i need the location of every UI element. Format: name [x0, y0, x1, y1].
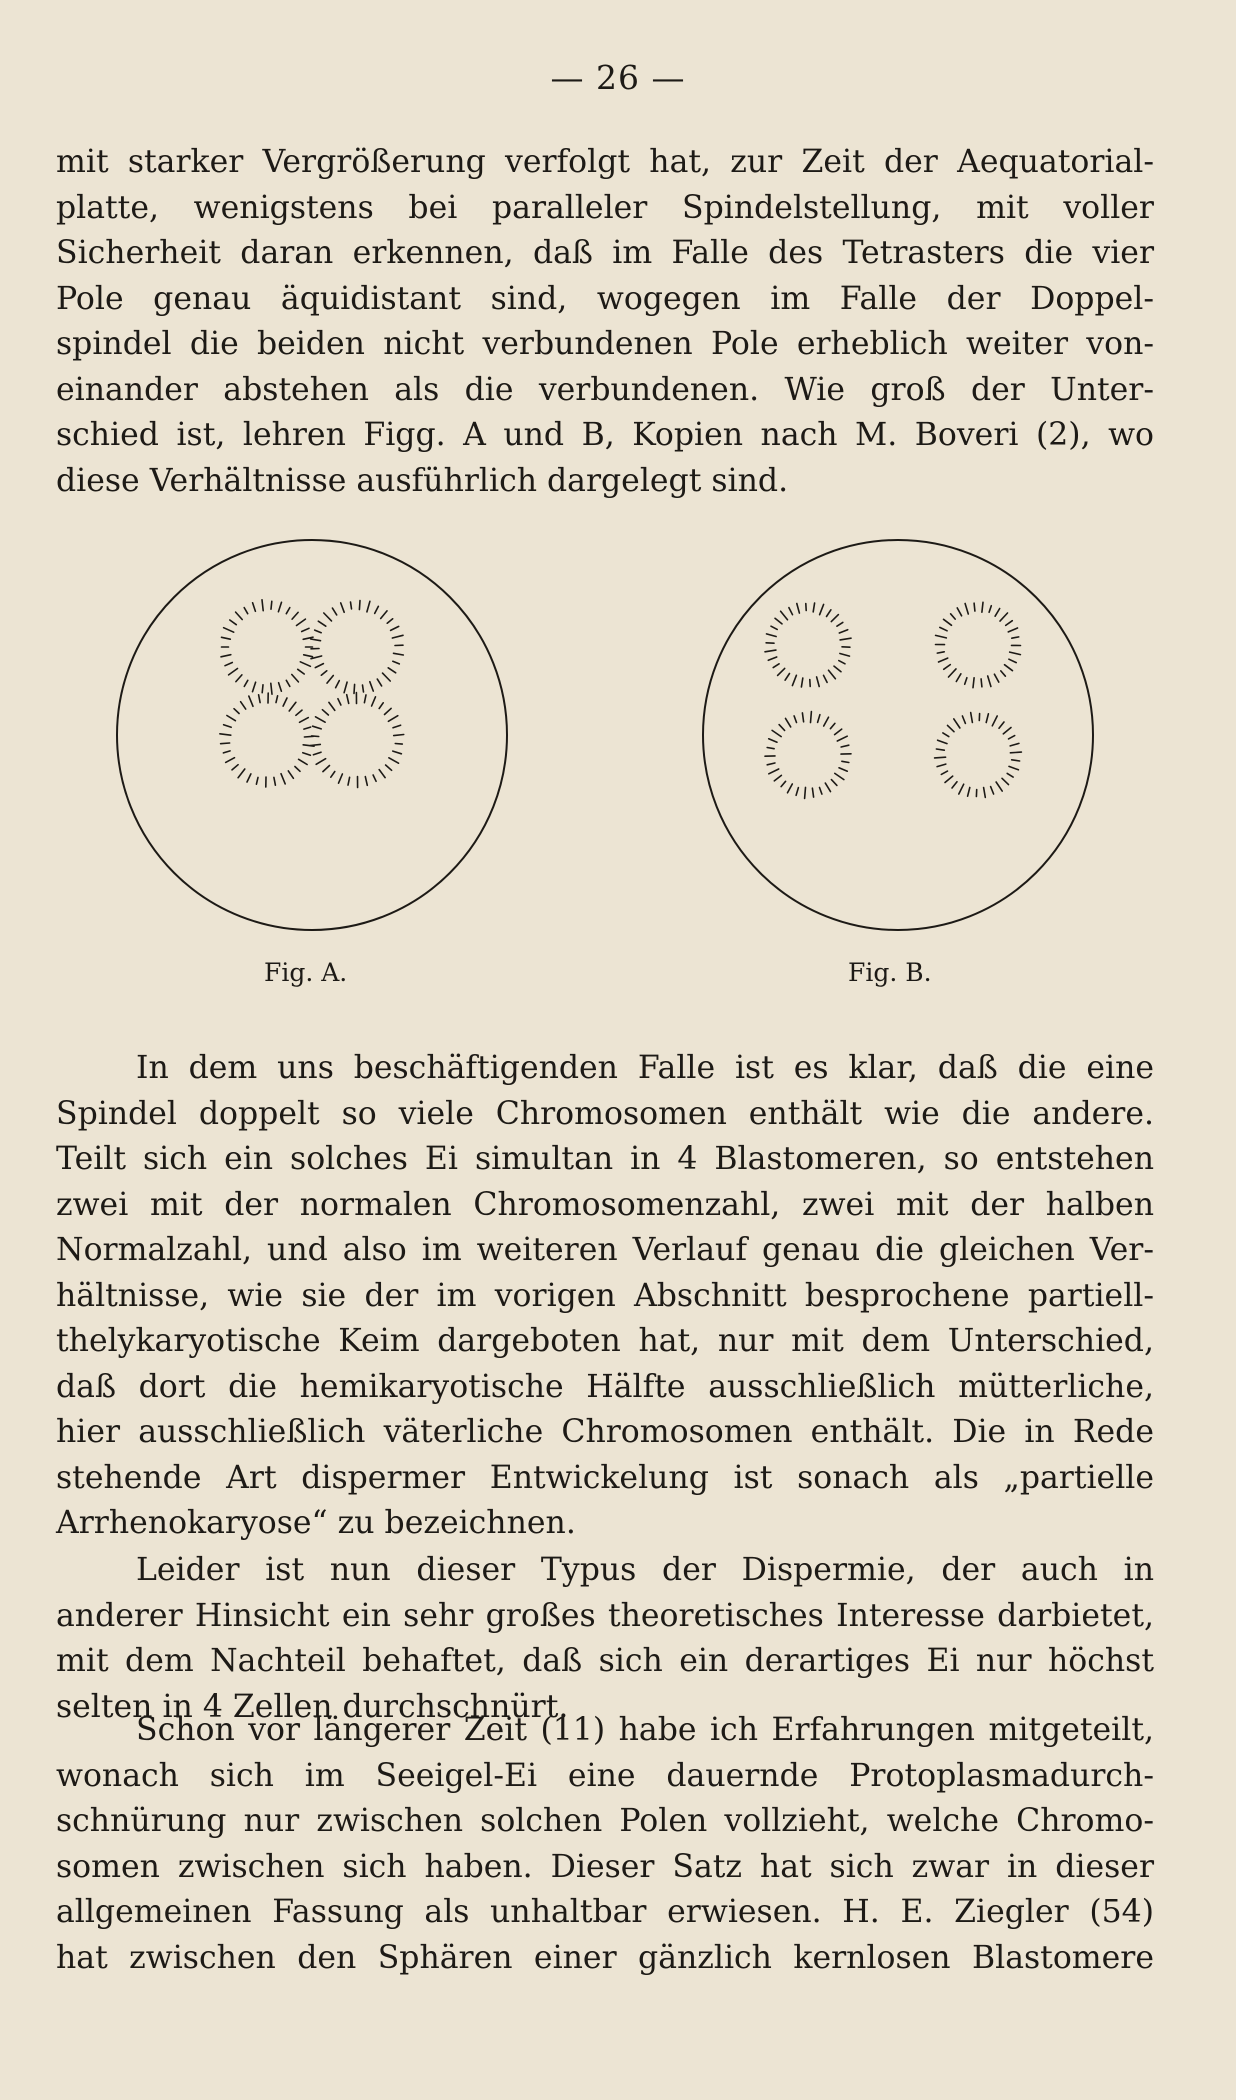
aster-ray: [395, 744, 402, 745]
aster-ray: [1010, 652, 1021, 655]
aster-ray: [331, 772, 335, 778]
aster-ray: [312, 736, 319, 737]
aster-ring: [310, 693, 403, 788]
aster-ray: [775, 618, 782, 624]
aster-ray: [344, 682, 347, 693]
text-line: Pole genau äquidistant sind, wogegen im Falle der Doppel-: [56, 280, 1154, 317]
aster-ray: [299, 759, 308, 764]
aster-ray: [229, 669, 238, 675]
egg-outline: [117, 540, 507, 930]
aster-ray: [1001, 671, 1006, 676]
aster-ray: [773, 664, 779, 668]
aster-ray: [244, 608, 248, 614]
aster-ray: [295, 767, 300, 772]
aster-ray: [303, 753, 311, 756]
aster-ray: [302, 628, 309, 631]
aster-ray: [283, 698, 287, 706]
aster-ray: [935, 757, 946, 758]
aster-ray: [792, 675, 796, 685]
aster-ray: [274, 777, 276, 785]
aster-ray: [829, 670, 836, 679]
aster-ray: [996, 782, 1002, 791]
aster-ray: [785, 674, 789, 681]
aster-ray: [222, 637, 231, 639]
aster-ray: [820, 788, 822, 795]
aster-ray: [351, 602, 352, 609]
aster-ray: [316, 717, 326, 722]
aster-ring: [765, 712, 851, 799]
aster-ray: [825, 783, 830, 792]
aster-ray: [253, 603, 256, 612]
aster-ray: [765, 650, 776, 652]
aster-ray: [841, 745, 849, 747]
aster-ray: [278, 602, 281, 612]
aster-ray: [842, 761, 849, 762]
aster-ray: [363, 685, 364, 692]
aster-ray: [768, 657, 776, 660]
aster-ray: [1006, 621, 1013, 626]
aster-ray: [789, 608, 793, 615]
aster-ray: [276, 696, 278, 703]
aster-ray: [839, 768, 847, 771]
aster-ray: [338, 699, 341, 705]
paragraph-4: [56, 1708, 1154, 1981]
aster-ray: [937, 764, 946, 767]
aster-ray: [348, 777, 350, 785]
aster-ray: [941, 771, 947, 774]
aster-ray: [347, 695, 349, 704]
aster-ray: [801, 678, 802, 687]
aster-ray: [796, 788, 798, 796]
aster-ray: [364, 695, 366, 703]
aster-ray: [774, 775, 781, 781]
aster-ray: [779, 725, 785, 731]
aster-ray: [365, 777, 367, 786]
aster-ray: [341, 603, 345, 612]
aster-ray: [375, 606, 379, 613]
aster-ray: [292, 675, 299, 682]
aster-ray: [304, 655, 313, 657]
aster-group: [765, 602, 1021, 798]
aster-ray: [315, 664, 323, 668]
figure-b-caption: Fig. B.: [848, 958, 932, 987]
aster-ray: [279, 683, 282, 692]
aster-ray: [840, 654, 850, 657]
aster-ray: [236, 612, 243, 619]
aster-ring: [936, 602, 1021, 687]
aster-ray: [221, 655, 231, 657]
aster-ray: [313, 726, 322, 729]
aster-ray: [315, 630, 322, 633]
aster-ray: [769, 739, 777, 742]
aster-ray: [824, 717, 829, 726]
aster-ray: [339, 774, 343, 783]
aster-ray: [311, 639, 321, 641]
text-line: spindel die beiden nicht verbundenen Pole erheblich weiter von-: [56, 326, 1154, 362]
aster-ray: [1008, 628, 1017, 632]
text-line: schnürung nur zwischen solchen Polen vollzieht, welche Chromo-: [56, 1803, 1154, 1839]
aster-ray: [957, 608, 961, 616]
aster-ray: [354, 684, 355, 693]
aster-ray: [1007, 773, 1013, 777]
aster-ray: [227, 716, 236, 721]
aster-ray: [316, 759, 325, 765]
aster-ray: [262, 600, 263, 611]
aster-ring: [311, 601, 404, 694]
aster-ray: [989, 606, 991, 613]
aster-ray: [818, 715, 820, 723]
aster-ray: [359, 601, 360, 610]
text-line: Teilt sich ein solches Ei simultan in 4 Blastomeren, so entstehen: [56, 1141, 1154, 1177]
aster-ring: [765, 603, 851, 687]
aster-ray: [936, 635, 947, 638]
aster-ray: [388, 716, 397, 722]
aster-ray: [984, 788, 986, 798]
aster-ray: [271, 683, 272, 694]
text-line: selten in 4 Zellen durchschnürt.: [56, 1688, 569, 1725]
text-line: schied ist, lehren Figg. A und B, Kopien nach M. Boveri (2), wo: [56, 417, 1154, 453]
aster-ray: [324, 613, 332, 621]
aster-ray: [300, 662, 310, 667]
text-line: platte, wenigstens bei paralleler Spindelstellung, mit voller: [56, 189, 1154, 226]
text-line: Schon vor längerer Zeit (11) habe ich Erfahrungen mitgeteilt,: [136, 1712, 1154, 1748]
aster-ray: [837, 622, 843, 626]
aster-ray: [949, 669, 957, 677]
aster-ray: [223, 751, 230, 753]
text-line: somen zwischen sich haben. Dieser Satz hat sich zwar in dieser: [56, 1848, 1154, 1885]
aster-ray: [1000, 613, 1008, 621]
aster-ray: [370, 682, 374, 691]
aster-ray: [1002, 778, 1009, 784]
aster-ray: [952, 782, 957, 788]
text-line: einander abstehen als die verbundenen. Wie groß der Unter-: [56, 371, 1154, 408]
text-line: allgemeinen Fassung als unhaltbar erwiesen. H. E. Ziegler (54): [56, 1894, 1154, 1930]
aster-ray: [959, 784, 964, 794]
aster-ray: [1009, 659, 1016, 662]
aster-ray: [1005, 665, 1013, 671]
aster-ray: [944, 665, 951, 670]
aster-ray: [318, 621, 326, 626]
aster-ray: [971, 713, 973, 723]
aster-ray: [387, 619, 393, 623]
aster-ray: [831, 615, 838, 622]
aster-ray: [982, 602, 983, 612]
aster-ray: [824, 675, 828, 682]
aster-ray: [286, 608, 290, 614]
aster-ray: [995, 609, 1000, 617]
aster-ray: [986, 714, 988, 723]
aster-ray: [262, 685, 263, 693]
aster-ray: [234, 709, 239, 714]
paragraph-1: [56, 140, 1154, 504]
aster-ray: [321, 671, 327, 675]
text-line: Arrhenokaryose“ zu bezeichnen.: [56, 1505, 576, 1541]
aster-ray: [937, 652, 944, 653]
aster-ray: [797, 604, 800, 614]
aster-ray: [802, 713, 803, 722]
aster-ray: [383, 673, 391, 681]
figure-b-drawing: [698, 535, 1098, 935]
aster-ray: [944, 619, 952, 625]
aster-ray: [253, 682, 256, 692]
aster-ray: [224, 725, 232, 728]
aster-ray: [296, 710, 302, 715]
text-line: Sicherheit daran erkennen, daß im Falle des Tetrasters die vier: [56, 235, 1154, 271]
aster-ray: [389, 758, 399, 763]
aster-ray: [241, 702, 246, 709]
aster-ray: [372, 697, 376, 706]
aster-ray: [336, 681, 340, 688]
aster-ring: [935, 713, 1022, 798]
aster-ray: [965, 678, 967, 685]
text-line: Normalzahl, und also im weiteren Verlauf genau die gleichen Ver-: [56, 1232, 1154, 1268]
aster-ray: [965, 604, 968, 615]
aster-ray: [388, 668, 396, 673]
aster-ray: [313, 752, 321, 755]
aster-ray: [377, 679, 381, 686]
aster-ray: [974, 603, 975, 611]
aster-ray: [940, 627, 947, 630]
text-line: anderer Hinsicht ein sehr großes theoretisches Interesse darbietet,: [56, 1597, 1154, 1634]
aster-ray: [956, 674, 961, 682]
aster-ray: [938, 740, 947, 743]
aster-ray: [1010, 752, 1021, 753]
text-line: mit dem Nachteil behaftet, daß sich ein derartiges Ei nur höchst: [56, 1643, 1154, 1679]
aster-ray: [939, 658, 948, 662]
aster-ray: [379, 703, 383, 709]
text-line: In dem uns beschäftigenden Falle ist es klar, daß die eine: [136, 1050, 1154, 1086]
aster-ray: [794, 716, 796, 723]
aster-ray: [767, 763, 775, 765]
aster-ray: [379, 770, 385, 778]
aster-ray: [244, 680, 248, 686]
aster-ray: [289, 702, 296, 711]
text-line: zwei mit der normalen Chromosomenzahl, zwei mit der halben: [56, 1186, 1154, 1223]
aster-ray: [813, 603, 814, 612]
aster-ray: [981, 679, 982, 687]
figure-a-drawing: [112, 535, 512, 935]
aster-ray: [221, 743, 230, 744]
aster-group: [220, 600, 404, 788]
aster-ring: [221, 600, 313, 694]
aster-ray: [292, 612, 298, 619]
text-line: hier ausschließlich väterliche Chromosomen enthält. Die in Rede: [56, 1414, 1154, 1450]
aster-ray: [224, 628, 234, 633]
aster-ray: [805, 787, 806, 798]
aster-ray: [840, 638, 851, 640]
text-line: Spindel doppelt so viele Chromosomen enthält wie die andere.: [56, 1095, 1154, 1132]
text-line: stehende Art dispermer Entwickelung ist sonach als „partielle: [56, 1459, 1154, 1496]
aster-ray: [781, 611, 788, 620]
aster-ray: [236, 675, 242, 682]
aster-ray: [788, 784, 793, 793]
aster-ray: [392, 635, 403, 638]
aster-ray: [249, 696, 253, 706]
aster-ray: [297, 619, 306, 625]
aster-ray: [327, 676, 333, 684]
aster-ray: [837, 736, 847, 741]
aster-ray: [1010, 743, 1019, 746]
text-line: mit starker Vergrößerung verfolgt hat, zur Zeit der Aequatorial-: [56, 144, 1154, 180]
aster-ray: [817, 677, 820, 687]
aster-ray: [948, 725, 955, 731]
aster-ray: [999, 722, 1004, 728]
aster-ray: [232, 765, 238, 770]
aster-ray: [304, 727, 311, 729]
aster-ray: [835, 773, 844, 779]
aster-ray: [839, 661, 845, 664]
aster-ray: [973, 678, 974, 688]
aster-ray: [778, 668, 785, 675]
aster-ray: [271, 601, 272, 609]
aster-ray: [385, 708, 392, 714]
aster-ray: [247, 774, 251, 782]
text-line: hältnisse, wie sie der im vorigen Abschnitt besprochene partiell-: [56, 1277, 1154, 1314]
aster-ray: [767, 634, 777, 637]
text-line: wonach sich im Seeigel-Ei eine dauernde Protoplasmadurch-: [56, 1757, 1154, 1794]
aster-ray: [827, 610, 831, 617]
aster-ray: [945, 776, 953, 782]
aster-ray: [259, 695, 261, 703]
aster-ray: [767, 748, 774, 749]
aster-ray: [820, 604, 824, 614]
aster-ray: [281, 774, 285, 784]
aster-ray: [373, 775, 376, 781]
aster-ray: [962, 716, 965, 723]
aster-ring: [220, 693, 314, 787]
aster-ray: [1012, 637, 1019, 638]
aster-ray: [288, 771, 293, 778]
aster-ray: [393, 751, 402, 754]
aster-ray: [298, 669, 305, 674]
paragraph-3: [56, 1548, 1154, 1730]
aster-ray: [968, 788, 970, 797]
aster-ray: [1009, 736, 1015, 739]
aster-ray: [1003, 728, 1011, 734]
aster-ray: [830, 723, 835, 728]
egg-outline: [703, 540, 1093, 930]
aster-ray: [839, 630, 847, 633]
aster-ray: [220, 734, 231, 735]
aster-ray: [769, 769, 779, 774]
aster-ray: [310, 744, 320, 745]
aster-ray: [238, 769, 245, 778]
aster-ray: [781, 781, 786, 786]
page-number: — 26 —: [550, 58, 686, 97]
aster-ray: [394, 653, 404, 655]
aster-ray: [811, 712, 812, 723]
aster-ray: [943, 733, 949, 737]
aster-ray: [286, 680, 290, 686]
aster-ray: [332, 608, 336, 615]
paragraph-2: [56, 1046, 1154, 1547]
aster-ray: [230, 620, 237, 625]
aster-ray: [954, 719, 960, 728]
aster-ray: [936, 749, 944, 750]
aster-ray: [771, 626, 777, 629]
aster-ray: [831, 780, 837, 786]
text-line: daß dort die hemikaryotische Hälfte ausschließlich mütterliche,: [56, 1368, 1154, 1405]
aster-ray: [834, 666, 841, 672]
aster-ray: [323, 766, 330, 772]
aster-ray: [812, 788, 813, 797]
aster-ray: [988, 676, 991, 687]
aster-ray: [226, 758, 235, 763]
aster-ray: [329, 702, 335, 710]
aster-ray: [393, 725, 401, 728]
aster-ray: [322, 710, 328, 715]
aster-ray: [300, 718, 309, 723]
aster-ray: [1009, 766, 1018, 769]
aster-ray: [381, 611, 387, 619]
text-line: thelykaryotische Keim dargeboten hat, nur mit dem Unterschied,: [56, 1323, 1154, 1359]
text-line: hat zwischen den Sphären einer gänzlich kernlosen Blastomere: [56, 1939, 1154, 1976]
figure-a-caption: Fig. A.: [264, 958, 348, 987]
aster-ray: [991, 787, 994, 794]
aster-ray: [951, 614, 956, 619]
aster-ray: [772, 730, 781, 736]
text-line: Leider ist nun dieser Typus der Dispermie, der auch in: [136, 1552, 1154, 1588]
aster-ray: [393, 661, 400, 664]
aster-ray: [835, 729, 842, 735]
aster-ray: [1012, 760, 1020, 761]
aster-ray: [386, 765, 392, 770]
aster-ray: [391, 626, 399, 630]
aster-ray: [992, 716, 997, 726]
aster-ray: [225, 663, 232, 666]
aster-ray: [367, 601, 370, 612]
aster-ray: [256, 777, 258, 784]
aster-ray: [394, 735, 404, 736]
text-line: diese Verhältnisse ausführlich dargelegt sind.: [56, 462, 789, 499]
aster-ray: [786, 718, 791, 727]
aster-ray: [994, 674, 998, 682]
